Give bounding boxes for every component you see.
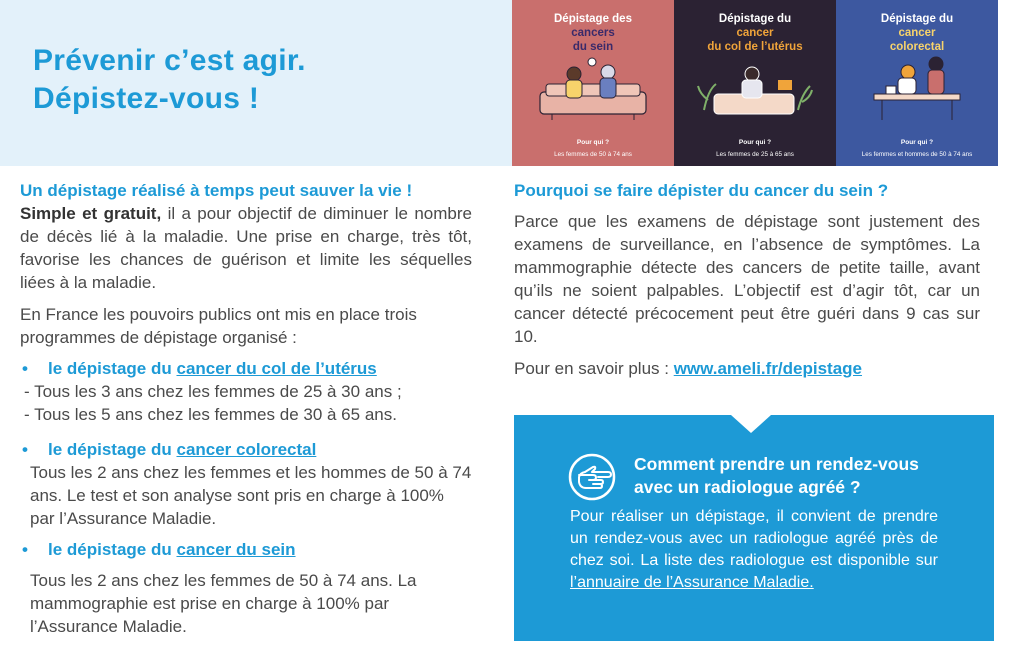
poster-title <box>674 12 836 54</box>
more-info <box>514 357 980 380</box>
poster-title-c: colorectal <box>889 41 945 53</box>
woman-plants-illustration <box>694 50 816 122</box>
poster-title-c: du col de l’utérus <box>707 41 803 53</box>
poster-title-b: cancer <box>736 27 774 39</box>
bullet-icon: • <box>22 359 28 378</box>
campaign-posters <box>512 0 998 166</box>
program-item-colorectal <box>20 438 472 461</box>
intro-strong: Simple et gratuit, <box>20 204 162 223</box>
poster-title-b: cancer <box>898 27 936 39</box>
poster-title <box>836 12 998 54</box>
appointment-callout <box>514 415 994 641</box>
directory-link[interactable]: l’annuaire de l’Assurance Maladie. <box>570 574 814 591</box>
hero-title-line2: Dépistez-vous ! <box>33 82 260 115</box>
poster-title-a: Dépistage du <box>718 13 792 25</box>
intro-paragraph <box>20 202 472 294</box>
bullet-icon: • <box>22 540 28 559</box>
colorectal-cancer-link[interactable]: cancer colorectal <box>176 440 317 459</box>
pointing-hand-icon <box>568 453 616 501</box>
program-prefix: le dépistage du <box>48 540 177 559</box>
program-item-cervical <box>20 357 472 380</box>
program-prefix: le dépistage du <box>48 359 177 378</box>
more-info-label: Pour en savoir plus : <box>514 359 674 378</box>
poster-cervical-cancer <box>674 0 836 166</box>
callout-body: Pour réaliser un dépistage, il convient de prendre un rendez-vous avec un radiologue agréé près de chez soi. La liste des radiologue est disponible sur <box>570 508 938 569</box>
women-sofa-illustration <box>532 50 654 122</box>
poster-target: Les femmes de 50 à 74 ans <box>554 151 632 158</box>
poster-breast-cancer <box>512 0 674 166</box>
poster-for-label: Pour qui ? <box>900 139 934 146</box>
right-body: Parce que les examens de dépistage sont justement des examens de surveillance, en l’absence de symptômes. La mammographie détecte des cancers de petite taille, avant qu’ils ne soient palpables. L’objectif est d’agir tôt, car un cancer détecté précocement peut être guéri dans 9 cas sur 10. <box>514 212 980 346</box>
cervical-line-1: - Tous les 3 ans chez les femmes de 25 à 30 ans ; <box>24 382 402 401</box>
hero-title <box>33 42 306 118</box>
poster-colorectal-cancer <box>836 0 998 166</box>
ameli-link[interactable]: www.ameli.fr/depistage <box>673 359 863 378</box>
left-column <box>20 179 472 638</box>
poster-for-label: Pour qui ? <box>738 139 772 146</box>
callout-notch <box>731 415 771 433</box>
cervical-line-2: - Tous les 5 ans chez les femmes de 30 à 65 ans. <box>24 405 397 424</box>
hero-title-line1: Prévenir c’est agir. <box>33 44 306 77</box>
left-heading: Un dépistage réalisé à temps peut sauver la vie ! <box>20 181 413 200</box>
colorectal-text: Tous les 2 ans chez les femmes et les hommes de 50 à 74 ans. Le test et son analyse sont pris en charge à 100% par l’Assurance Maladie. <box>30 463 472 528</box>
callout-title: Comment prendre un rendez-vous avec un radiologue agréé ? <box>634 454 919 497</box>
poster-target: Les femmes de 25 à 65 ans <box>716 151 794 158</box>
poster-target: Les femmes et hommes de 50 à 74 ans <box>861 151 973 158</box>
bullet-icon: • <box>22 440 28 459</box>
programs-intro: En France les pouvoirs publics ont mis en place trois programmes de dépistage organisé : <box>20 305 417 347</box>
poster-for-label: Pour qui ? <box>576 139 610 146</box>
couple-desk-illustration <box>856 50 978 122</box>
intro-rest: il a pour objectif de diminuer le nombre de décès lié à la maladie. Une prise en charge, très tôt, favorise les chances de guérison et limite les séquelles liées à la maladie. <box>20 204 472 292</box>
poster-title-a: Dépistage du <box>880 13 954 25</box>
poster-title-b: cancers <box>571 27 615 39</box>
poster-title-c: du sein <box>572 41 614 53</box>
breast-text: Tous les 2 ans chez les femmes de 50 à 74 ans. La mammographie est prise en charge à 100% par l’Assurance Maladie. <box>30 571 417 636</box>
program-item-breast <box>20 538 472 561</box>
poster-title <box>512 12 674 54</box>
poster-title-a: Dépistage des <box>554 13 632 25</box>
breast-cancer-link[interactable]: cancer du sein <box>176 540 296 559</box>
right-column <box>514 179 980 380</box>
program-prefix: le dépistage du <box>48 440 177 459</box>
cervical-cancer-link[interactable]: cancer du col de l’utérus <box>176 359 377 378</box>
right-heading: Pourquoi se faire dépister du cancer du sein ? <box>514 181 889 200</box>
callout-text <box>570 506 938 594</box>
hero-banner <box>0 0 512 166</box>
